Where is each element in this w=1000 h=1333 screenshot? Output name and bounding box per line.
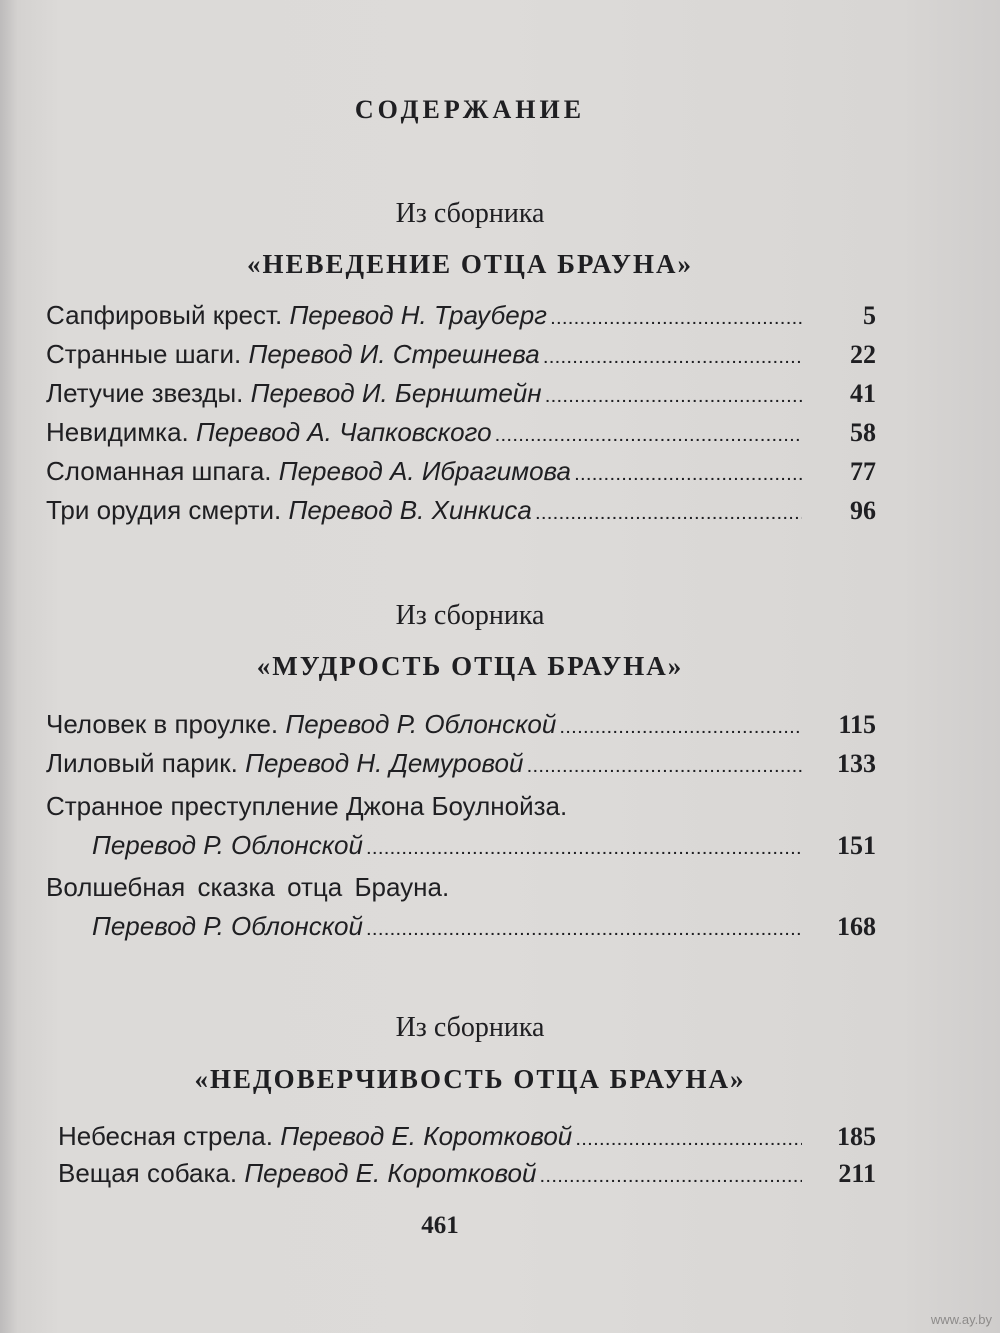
dot-leader — [536, 506, 802, 522]
page-ref: 96 — [850, 496, 876, 525]
toc-entry — [46, 748, 876, 779]
page-number: 461 — [421, 1212, 459, 1239]
page-ref: 5 — [863, 301, 876, 330]
dot-leader — [367, 841, 802, 857]
story-title: Странные шаги. — [46, 339, 242, 369]
translator: Перевод И. Бернштейн — [250, 378, 542, 408]
story-title: Странное преступление Джона Боулнойза. — [46, 791, 568, 821]
section-title: «НЕВЕДЕНИЕ ОТЦА БРАУНА» — [247, 249, 693, 279]
page-ref: 77 — [850, 457, 876, 486]
toc-entry — [46, 339, 876, 370]
toc-entry — [46, 456, 876, 487]
translator: Перевод И. Стрешнева — [248, 339, 540, 369]
translator: Перевод Н. Трауберг — [289, 300, 547, 330]
section-from-label: Из сборника — [395, 198, 545, 229]
toc-entry — [58, 1121, 876, 1152]
toc-entry — [92, 830, 876, 861]
watermark: www.ay.by — [930, 1312, 992, 1327]
story-title: Лиловый парик. — [46, 748, 238, 778]
toc-entry — [58, 1158, 876, 1189]
dot-leader — [575, 467, 802, 483]
story-title: Летучие звезды. — [46, 378, 244, 408]
toc-entry — [46, 495, 876, 526]
section-from-label: Из сборника — [395, 600, 545, 631]
dot-leader — [527, 759, 802, 775]
page-ref: 151 — [837, 831, 876, 860]
story-title: Невидимка. — [46, 417, 189, 447]
dot-leader — [544, 350, 802, 366]
translator: Перевод Н. Демуровой — [245, 748, 524, 778]
translator: Перевод А. Чапковского — [196, 417, 492, 447]
page-ref: 185 — [837, 1122, 876, 1151]
dot-leader — [560, 720, 802, 736]
page-ref: 168 — [837, 912, 876, 941]
dot-leader — [551, 311, 802, 327]
contents-title: СОДЕРЖАНИЕ — [354, 95, 586, 124]
translator: Перевод Р. Облонской — [92, 830, 363, 860]
toc-entry — [46, 417, 876, 448]
translator: Перевод Р. Облонской — [92, 911, 363, 941]
story-title: Небесная стрела. — [58, 1121, 273, 1151]
dot-leader — [540, 1169, 802, 1185]
section-title: «НЕДОВЕРЧИВОСТЬ ОТЦА БРАУНА» — [194, 1064, 746, 1094]
story-title: Три орудия смерти. — [46, 495, 282, 525]
dot-leader — [546, 389, 802, 405]
toc-entry — [92, 911, 876, 942]
story-title: Человек в проулке. — [46, 709, 279, 739]
dot-leader — [496, 428, 802, 444]
story-title: Сломанная шпага. — [46, 456, 272, 486]
page-ref: 58 — [850, 418, 876, 447]
story-title: Вещая собака. — [58, 1158, 238, 1188]
page-ref: 115 — [838, 710, 876, 739]
story-title: Сапфировый крест. — [46, 300, 283, 330]
page-ref: 22 — [850, 340, 876, 369]
translator: Перевод Е. Коротковой — [244, 1158, 537, 1188]
translator: Перевод В. Хинкиса — [288, 495, 532, 525]
translator: Перевод А. Ибрагимова — [278, 456, 571, 486]
page-ref: 211 — [838, 1159, 876, 1188]
section-from-label: Из сборника — [395, 1012, 545, 1043]
toc-entry — [46, 300, 876, 331]
translator: Перевод Р. Облонской — [285, 709, 557, 739]
page-ref: 41 — [850, 379, 876, 408]
toc-entry — [46, 378, 876, 409]
translator: Перевод Е. Коротковой — [280, 1121, 573, 1151]
dot-leader — [576, 1132, 802, 1148]
toc-entry — [46, 709, 876, 740]
page-ref: 133 — [837, 749, 876, 778]
section-title: «МУДРОСТЬ ОТЦА БРАУНА» — [256, 651, 684, 681]
dot-leader — [367, 922, 802, 938]
story-title: Волшебная сказка отца Брауна. — [46, 872, 450, 902]
